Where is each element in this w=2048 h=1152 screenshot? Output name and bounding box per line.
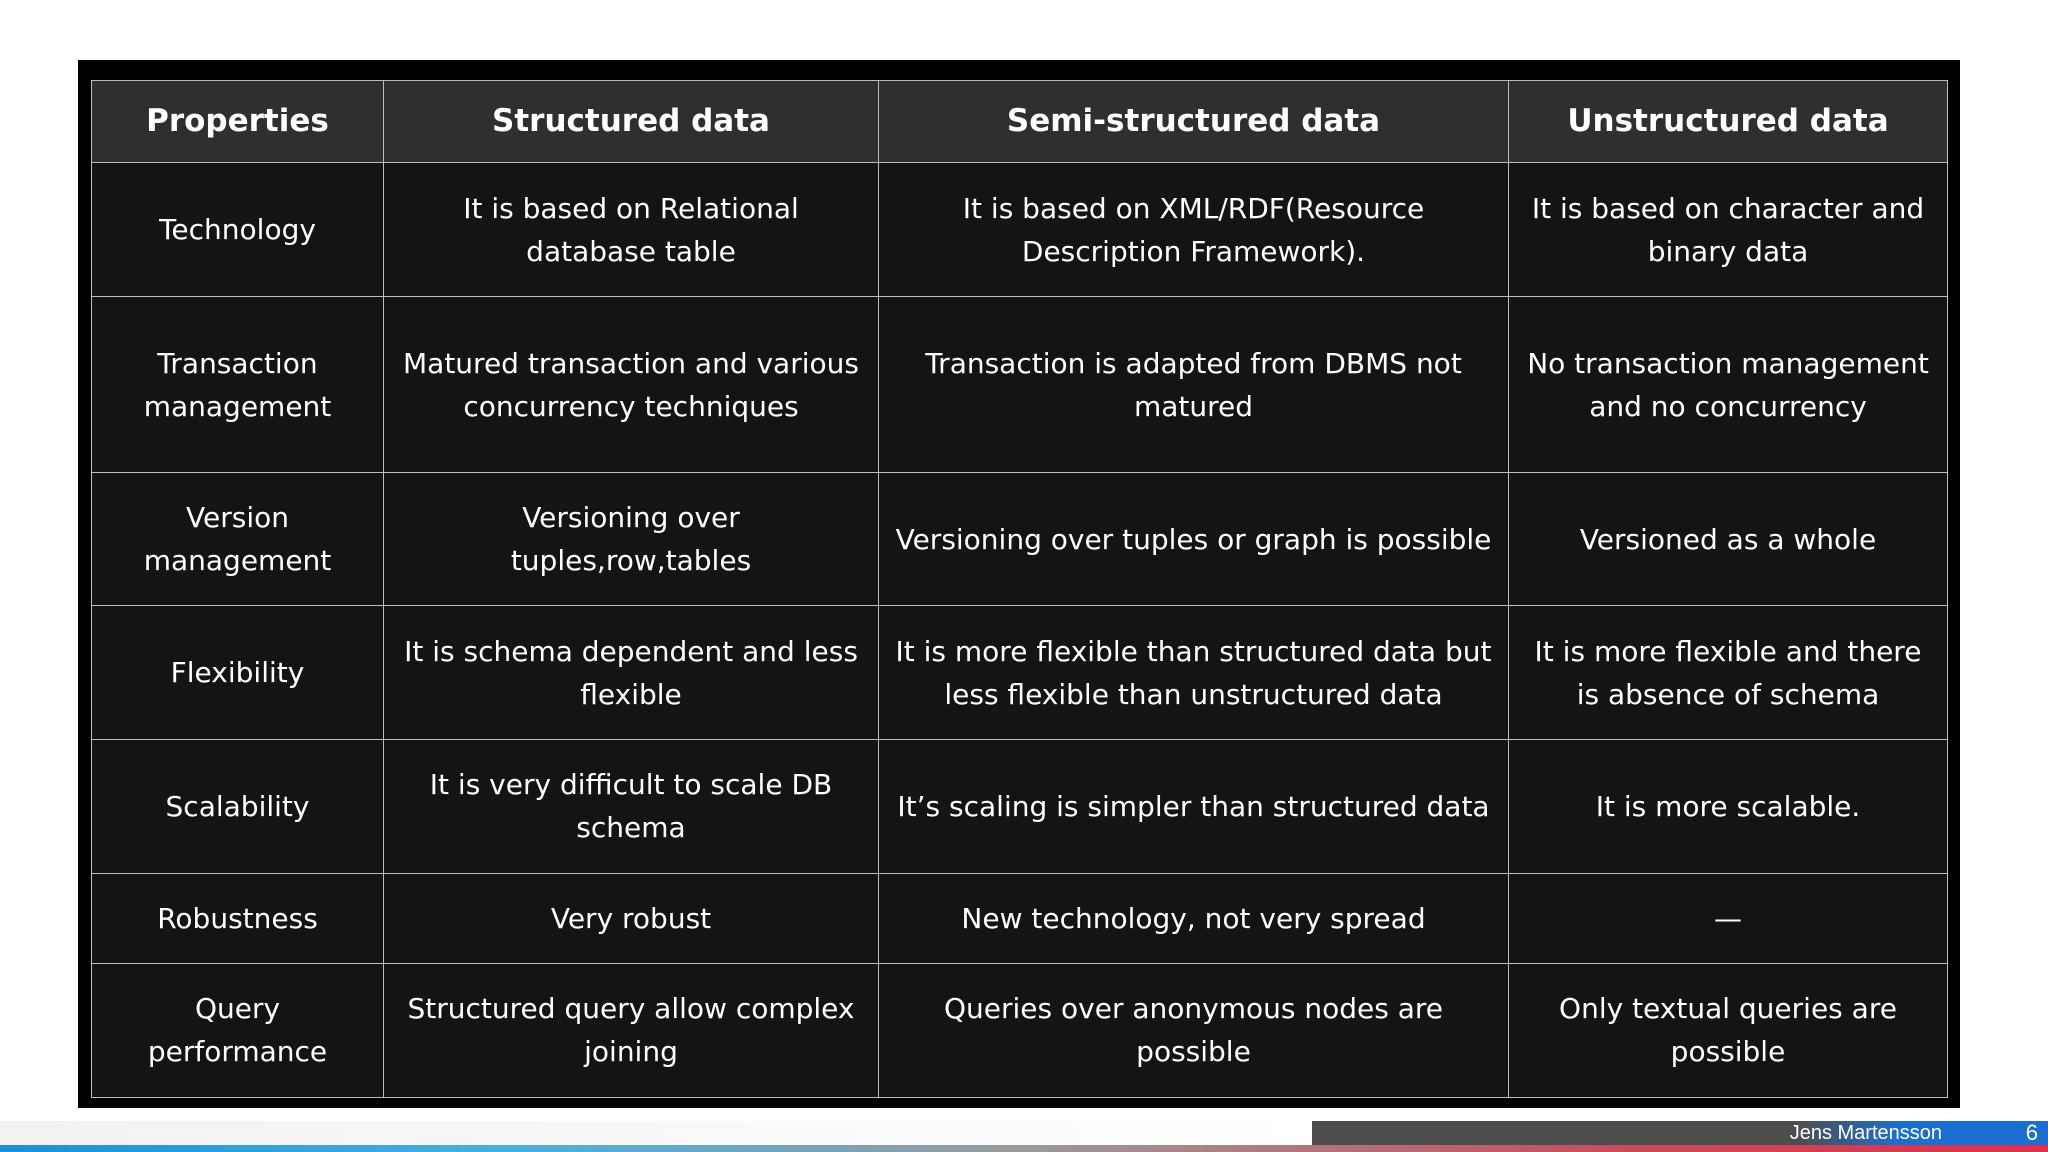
table-cell: It is very difficult to scale DB schema [384, 739, 879, 873]
table-row [92, 606, 1948, 739]
table-cell: No transaction management and no concurrency [1509, 297, 1948, 473]
table-cell: It is based on XML/RDF(Resource Description Framework). [879, 163, 1509, 297]
row-label: Scalability [92, 739, 384, 873]
row-label: Robustness [92, 873, 384, 963]
table-frame [78, 60, 1960, 1108]
header-semi-structured: Semi-structured data [879, 81, 1509, 163]
table-cell: Versioned as a whole [1509, 473, 1948, 606]
header-row [92, 81, 1948, 163]
row-label: Query performance [92, 963, 384, 1097]
table-row [92, 873, 1948, 963]
row-label: Flexibility [92, 606, 384, 739]
table-cell: Transaction is adapted from DBMS not matured [879, 297, 1509, 473]
table-cell: Very robust [384, 873, 879, 963]
header-properties: Properties [92, 81, 384, 163]
table-cell: Structured query allow complex joining [384, 963, 879, 1097]
table-cell: Matured transaction and various concurrency techniques [384, 297, 879, 473]
table-row [92, 473, 1948, 606]
table-cell: It is more flexible than structured data but less flexible than unstructured data [879, 606, 1509, 739]
bottom-accent-stripe [0, 1145, 2048, 1152]
table-cell: Versioning over tuples or graph is possible [879, 473, 1509, 606]
footer-fade [0, 1121, 1312, 1145]
table-cell: Versioning over tuples,row,tables [384, 473, 879, 606]
table-cell: Queries over anonymous nodes are possible [879, 963, 1509, 1097]
row-label: Version management [92, 473, 384, 606]
table-cell: It is more flexible and there is absence of schema [1509, 606, 1948, 739]
comparison-table [91, 80, 1948, 1098]
table-cell: New technology, not very spread [879, 873, 1509, 963]
header-structured: Structured data [384, 81, 879, 163]
table-row [92, 297, 1948, 473]
header-unstructured: Unstructured data [1509, 81, 1948, 163]
table-row [92, 739, 1948, 873]
row-label: Technology [92, 163, 384, 297]
page-number: 6 [2025, 1120, 2038, 1145]
row-label: Transaction management [92, 297, 384, 473]
table-row [92, 963, 1948, 1097]
table-row [92, 163, 1948, 297]
author-name: Jens Martensson [1789, 1122, 1942, 1144]
table-cell: It is based on character and binary data [1509, 163, 1948, 297]
table-cell: Only textual queries are possible [1509, 963, 1948, 1097]
table-cell: It is schema dependent and less flexible [384, 606, 879, 739]
table-cell: It is more scalable. [1509, 739, 1948, 873]
table-cell: It’s scaling is simpler than structured data [879, 739, 1509, 873]
table-cell: — [1509, 873, 1948, 963]
footer-bar [1312, 1121, 2048, 1145]
table-cell: It is based on Relational database table [384, 163, 879, 297]
